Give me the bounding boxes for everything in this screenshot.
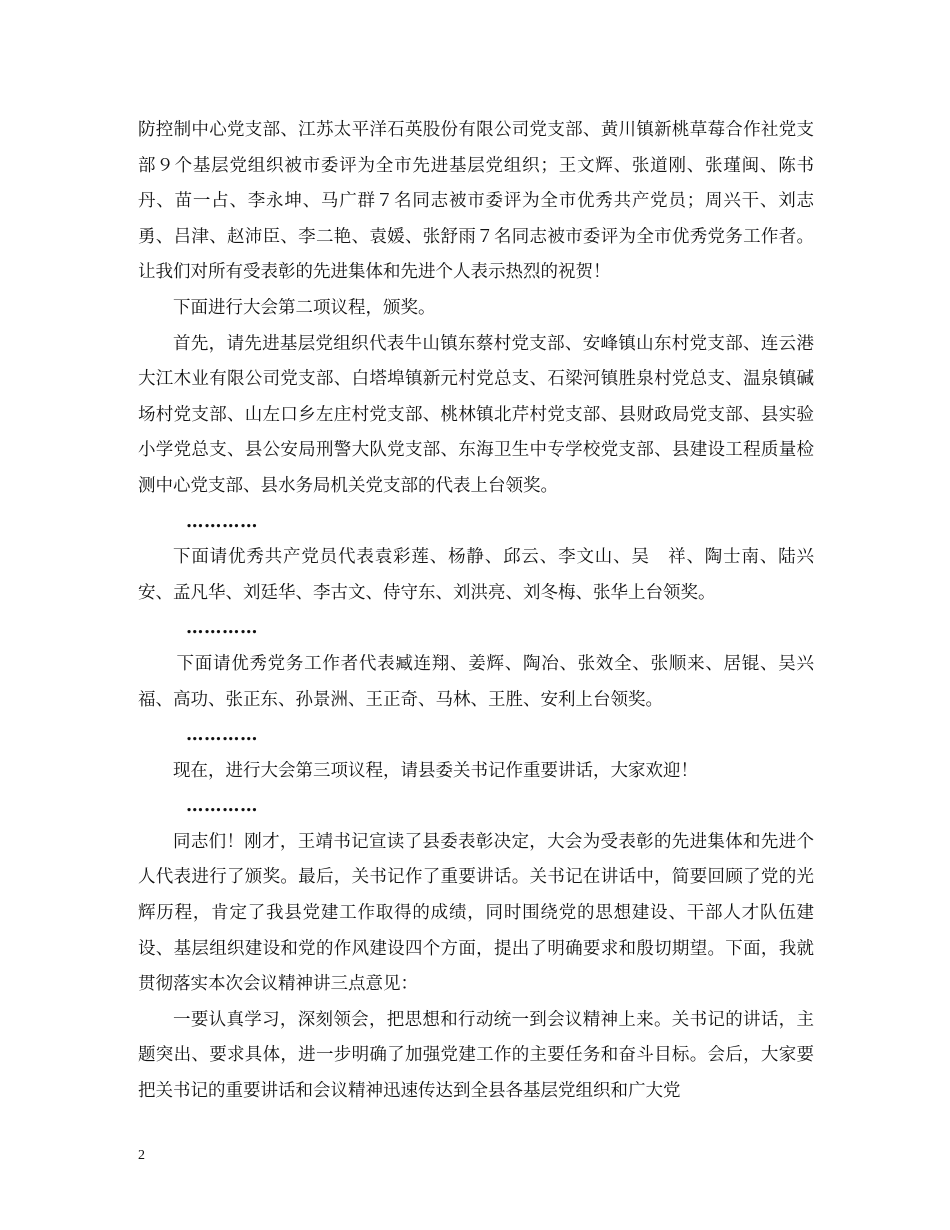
page-number: 2: [138, 1148, 145, 1163]
paragraph-4: 下面请优秀共产党员代表袁彩莲、杨静、邱云、李文山、吴 祥、陶士南、陆兴安、孟凡华、刘廷华、李古文、侍守东、刘洪亮、刘冬梅、张华上台领奖。: [138, 547, 814, 603]
paragraph-7: 同志们！刚才，王靖书记宣读了县委表彰决定，大会为受表彰的先进集体和先进个人代表进行了颁奖。最后，关书记作了重要讲话。关书记在讲话中，简要回顾了党的光辉历程，肯定了我县党建工作取得的成绩，同时围绕党的思想建设、干部人才队伍建设、基层组织建设和党的作风建设四个方面，提出了明确要求和殷切期望。下面，我就贯彻落实本次会议精神讲三点意见：: [138, 831, 814, 995]
paragraph-5: 下面请优秀党务工作者代表臧连翔、姜辉、陶冶、张效全、张顺来、居锟、吴兴福、高功、张正东、孙景洲、王正奇、马林、王胜、安利上台领奖。: [138, 653, 814, 710]
paragraph-8: 一要认真学习，深刻领会，把思想和行动统一到会议精神上来。关书记的讲话，主题突出、要求具体，进一步明确了加强党建工作的主要任务和奋斗目标。会后，大家要把关书记的重要讲话和会议精神迅速传达到全县各基层党组织和广大党: [138, 1009, 814, 1102]
paragraph-2: 下面进行大会第二项议程，颁奖。: [173, 297, 436, 318]
ellipsis-separator: …………: [186, 796, 258, 817]
document-body: [138, 113, 814, 1110]
paragraph-3: 首先，请先进基层党组织代表牛山镇东蔡村党支部、安峰镇山东村党支部、连云港大江木业有限公司党支部、白塔埠镇新元村党总支、石梁河镇胜泉村党总支、温泉镇碱场村党支部、山左口乡左庄村党支部、桃林镇北芹村党支部、县财政局党支部、县实验小学党总支、县公安局刑警大队党支部、东海卫生中专学校党支部、县建设工程质量检测中心党支部、县水务局机关党支部的代表上台领奖。: [138, 333, 814, 496]
ellipsis-separator: …………: [186, 725, 258, 746]
ellipsis-separator: …………: [186, 618, 258, 639]
paragraph-1: 防控制中心党支部、江苏太平洋石英股份有限公司党支部、黄川镇新桃草莓合作社党支部９个基层党组织被市委评为全市先进基层党组织；王文辉、张道刚、张瑾闽、陈书丹、苗一占、李永坤、马广群７名同志被市委评为全市优秀共产党员；周兴干、刘志勇、吕津、赵沛臣、李二艳、袁媛、张舒雨７名同志被市委评为全市优秀党务工作者。让我们对所有受表彰的先进集体和先进个人表示热烈的祝贺！: [138, 120, 814, 283]
ellipsis-separator: …………: [186, 511, 258, 532]
paragraph-6: 现在，进行大会第三项议程，请县委关书记作重要讲话，大家欢迎！: [173, 760, 698, 781]
